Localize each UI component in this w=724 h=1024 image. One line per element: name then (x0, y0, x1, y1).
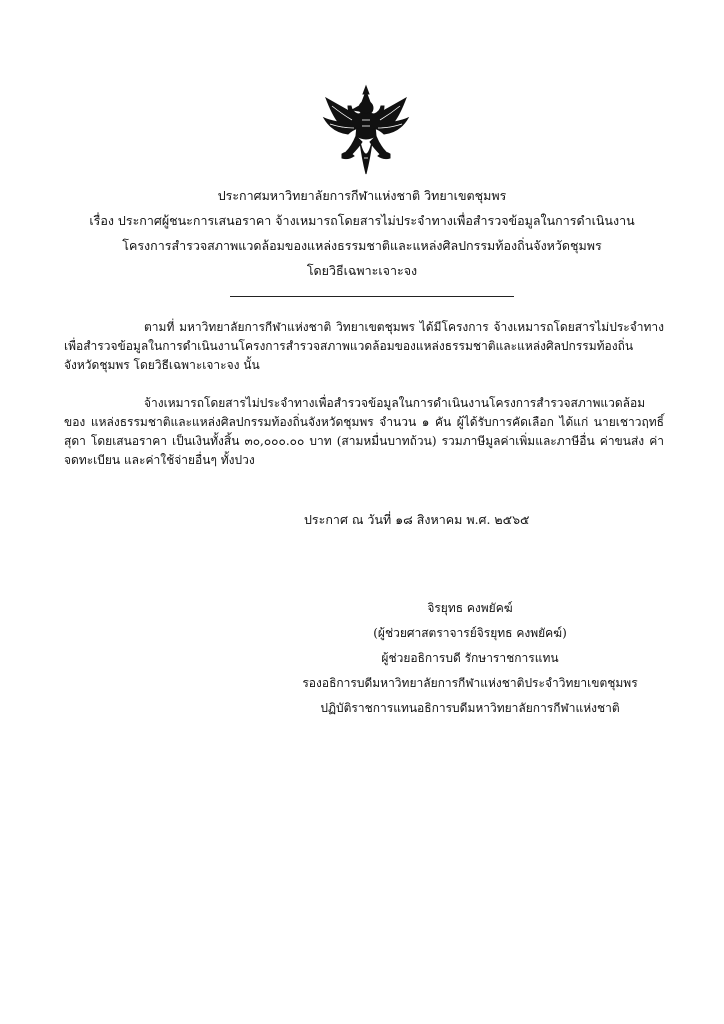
announcement-method: โดยวิธีเฉพาะเจาะจง (306, 263, 418, 278)
signatory-full-name: (ผู้ช่วยศาสตราจารย์จิรยุทธ คงพยัคฆ์) (373, 626, 567, 640)
announcement-project-name: โครงการสำรวจสภาพแวดล้อมของแหล่งธรรมชาติและแหล่งศิลปกรรมท้องถิ่นจังหวัดชุมพร (122, 238, 602, 253)
announcement-title: ประกาศมหาวิทยาลัยการกีฬาแห่งชาติ วิทยาเขตชุมพร (217, 188, 507, 203)
signatory-position-1: ผู้ช่วยอธิการบดี รักษาราชการแทน (381, 651, 559, 665)
garuda-emblem-icon (318, 84, 414, 180)
signatory-name: จิรยุทธ คงพยัคฆ์ (427, 601, 513, 615)
body-paragraph-2: จ้างเหมารถโดยสารไม่ประจำทางเพื่อสำรวจข้อมูลในการดำเนินงานโครงการสำรวจสภาพแวดล้อมของ แหล่งธรรมชาติและแหล่งศิลปกรรมท้องถิ่นจังหวัดชุมพร จำนวน ๑ คัน ผู้ได้รับการคัดเลือก ได้แก่ นายเชาวฤทธิ์ สุดา โดยเสนอราคา เป็นเงินทั้งสิ้น ๓๐,๐๐๐.๐๐ บาท (สามหมื่นบาทถ้วน) รวมภาษีมูลค่าเพิ่มและภาษีอื่น ค่าขนส่ง ค่าจดทะเบียน และค่าใช้จ่ายอื่นๆ ทั้งปวง (64, 396, 664, 467)
announcement-subject: เรื่อง ประกาศผู้ชนะการเสนอราคา จ้างเหมารถโดยสารไม่ประจำทางเพื่อสำรวจข้อมูลในการดำเนินงาน (89, 213, 635, 228)
header-divider (230, 296, 514, 297)
signatory-position-2: รองอธิการบดีมหาวิทยาลัยการกีฬาแห่งชาติประจำวิทยาเขตชุมพร (302, 676, 638, 690)
signatory-position-3: ปฏิบัติราชการแทนอธิการบดีมหาวิทยาลัยการกีฬาแห่งชาติ (320, 701, 620, 715)
announcement-date: ประกาศ ณ วันที่ ๑๘ สิงหาคม พ.ศ. ๒๕๖๕ (304, 512, 530, 527)
body-paragraph-1: ตามที่ มหาวิทยาลัยการกีฬาแห่งชาติ วิทยาเขตชุมพร ได้มีโครงการ จ้างเหมารถโดยสารไม่ประจำทาง เพื่อสำรวจข้อมูลในการดำเนินงานโครงการสำรวจสภาพแวดล้อมของแหล่งธรรมชาติและแหล่งศิลปกรรมท้องถิ่น จังหวัดชุมพร โดยวิธีเฉพาะเจาะจง นั้น (64, 320, 664, 372)
